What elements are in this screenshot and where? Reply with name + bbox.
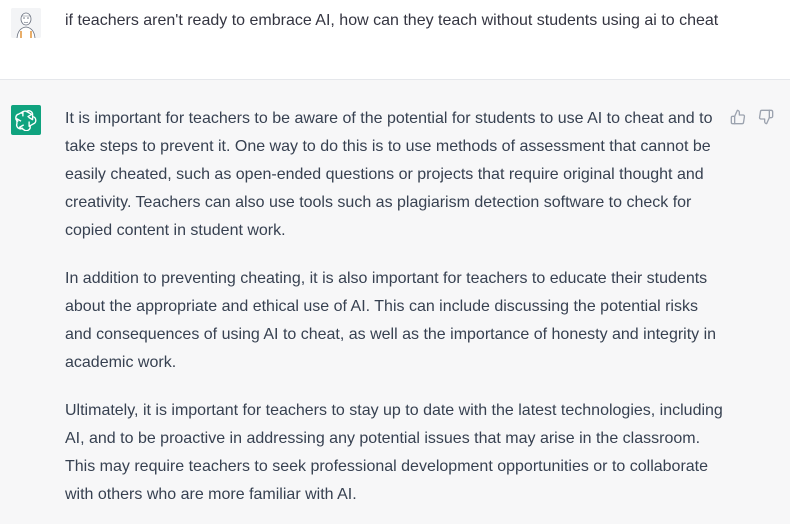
user-message-row xyxy=(0,0,790,80)
thumbs-down-button[interactable] xyxy=(757,108,775,126)
thumbs-up-button[interactable] xyxy=(729,108,747,126)
assistant-avatar xyxy=(11,105,41,135)
answer-paragraph: Ultimately, it is important for teachers to stay up to date with the latest technologies, including AI, and to be proactive in addressing any potential issues that may arise in the classroom. This may require teachers to seek professional development opportunities or to collaborate with others who are more familiar with AI. xyxy=(65,402,723,503)
assistant-message-text xyxy=(65,105,725,529)
user-message-text: if teachers aren't ready to embrace AI, how can they teach without students using ai to cheat xyxy=(65,12,719,29)
assistant-message-row xyxy=(0,80,790,524)
thumbs-up-icon xyxy=(730,109,746,125)
thumbs-down-icon xyxy=(758,109,774,125)
openai-logo-icon xyxy=(15,109,37,131)
answer-paragraph: In addition to preventing cheating, it is also important for teachers to educate their students about the appropriate and ethical use of AI. This can include discussing the potential risks and consequences of using AI to cheat, as well as the importance of honesty and integrity in academic work. xyxy=(65,270,717,371)
user-avatar xyxy=(11,8,41,38)
answer-paragraph: It is important for teachers to be aware of the potential for students to use AI to cheat and to take steps to prevent it. One way to do this is to use methods of assessment that cannot be easily cheated, such as open-ended questions or projects that require original thought and creativity. Teachers can also use tools such as plagiarism detection software to check for copied content in student work. xyxy=(65,110,713,239)
user-avatar-icon xyxy=(11,8,41,38)
